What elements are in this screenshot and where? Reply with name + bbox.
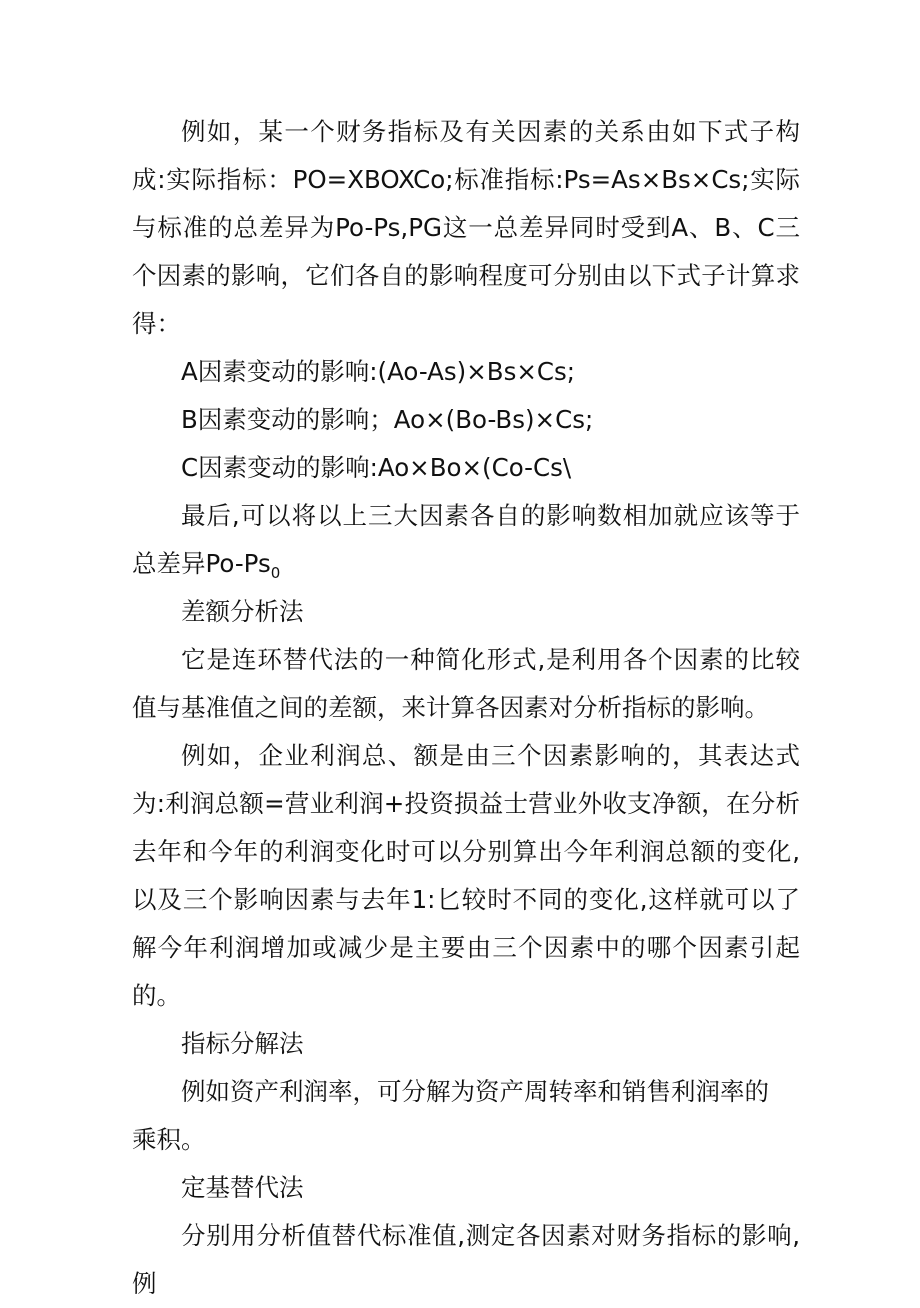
paragraph-fixed-base-desc: 分别用分析值替代标准值,测定各因素对财务指标的影响,例: [132, 1221, 800, 1298]
paragraph-decomposition-example: 例如资产利润率，可分解为资产周转率和销售利润率的: [181, 1077, 769, 1106]
paragraph-factor-b: B因素变动的影响；Ao×(Bo-Bs)×Cs;: [181, 405, 594, 434]
conclusion-subscript: 0: [270, 563, 281, 582]
paragraph-intro-example: 例如，某一个财务指标及有关因素的关系由如下式子构成:实际指标：PO=XBOXCo;标准指标:Ps=As×Bs×Cs;实际与标准的总差异为Po-Ps,PG这一总差异同时受到A、B、C三个因素的影响，它们各自的影响程度可分别由以下式子计算求得：: [132, 117, 800, 338]
paragraph-factor-c: C因素变动的影响:Ao×Bo×(Co-Cs\: [181, 453, 572, 482]
heading-difference-analysis: 差额分析法: [181, 597, 304, 626]
paragraph-conclusion: [132, 492, 800, 588]
heading-indicator-decomposition: 指标分解法: [181, 1029, 304, 1058]
conclusion-text: 最后,可以将以上三大因素各自的影响数相加就应该等于总差异Po-Ps: [132, 501, 800, 578]
heading-fixed-base-substitution: 定基替代法: [181, 1173, 304, 1202]
paragraph-difference-desc: 它是连环替代法的一种简化形式,是利用各个因素的比较值与基准值之间的差额，来计算各因素对分析指标的影响。: [132, 645, 800, 722]
paragraph-difference-example: 例如，企业利润总、额是由三个因素影响的，其表达式为:利润总额=营业利润+投资损益士营业外收支净额，在分析去年和今年的利润变化时可以分别算出今年利润总额的变化,以及三个影响因素与去年1:匕较时不同的变化,这样就可以了解今年利润增加或减少是主要由三个因素中的哪个因素引起的。: [132, 741, 800, 1010]
paragraph-factor-a: A因素变动的影响:(Ao-As)×Bs×Cs;: [181, 357, 575, 386]
paragraph-decomposition-continuation: 乘积。: [132, 1125, 206, 1154]
